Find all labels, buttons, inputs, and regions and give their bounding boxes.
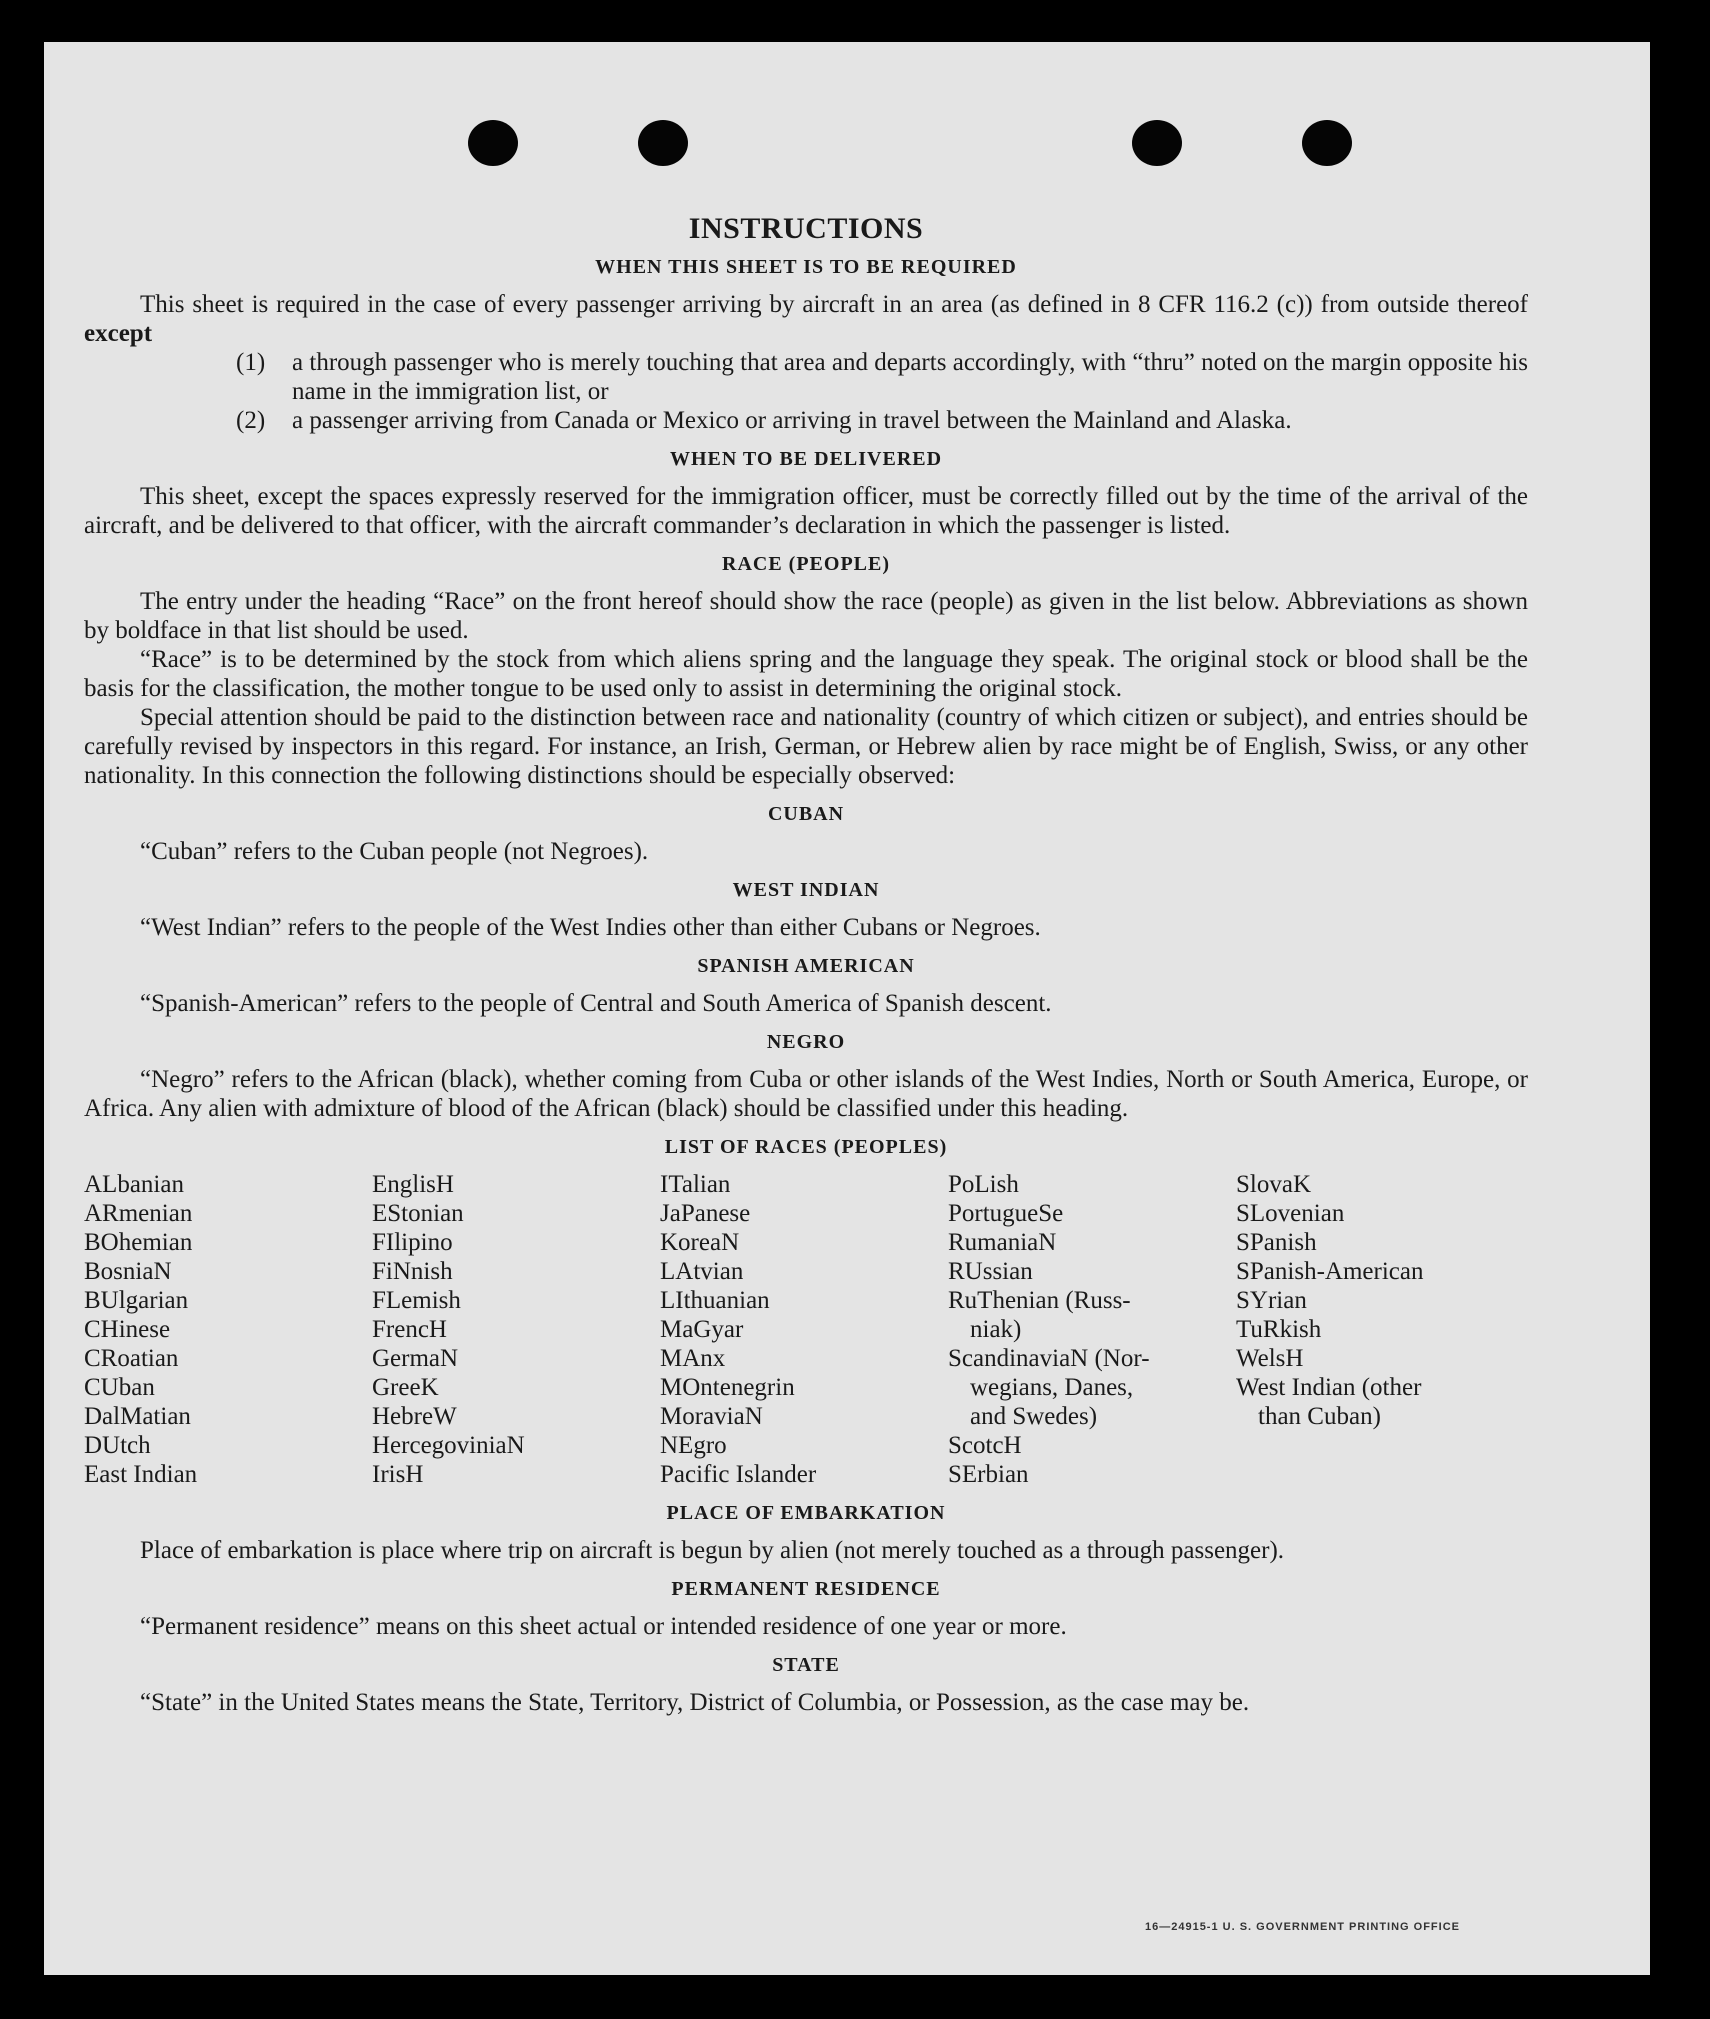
race-entry: and Swedes) <box>970 1403 1098 1430</box>
race-entry: CUban <box>84 1374 155 1401</box>
race-entry: NEgro <box>660 1432 727 1459</box>
race-entry: BOhemian <box>84 1229 193 1256</box>
race-paragraph-2: “Race” is to be determined by the stock from which aliens spring and the language they speak. The original stock or blood shall be the basis for the classification, the mother tongue to be used only to assist in determining the original stock. <box>84 646 1528 702</box>
races-column <box>84 1170 372 1489</box>
print-code: 16—24915-1 U. S. GOVERNMENT PRINTING OFFICE <box>1144 1921 1460 1933</box>
races-column <box>372 1170 660 1489</box>
race-entry: GreeK <box>372 1374 439 1401</box>
race-entry: WelsH <box>1236 1345 1304 1372</box>
race-entry: East Indian <box>84 1461 198 1488</box>
race-entry: LAtvian <box>660 1258 744 1285</box>
section-heading-negro: NEGRO <box>766 1031 846 1053</box>
race-entry: West Indian (other <box>1236 1374 1422 1401</box>
race-paragraph-3: Special attention should be paid to the distinction between race and nationality (country of which citizen or subject), and entries should be carefully revised by inspectors in this regard. For instance, an Irish, German, or Hebrew alien by race might be of English, Swiss, or any other nationality. In this connection the following distinctions should be especially observed: <box>84 704 1528 789</box>
race-entry: MOntenegrin <box>660 1374 795 1401</box>
race-entry: FiNnish <box>372 1258 453 1285</box>
section-heading-residence: PERMANENT RESIDENCE <box>671 1578 941 1600</box>
race-entry: SPanish <box>1236 1229 1317 1256</box>
race-entry: ITalian <box>660 1171 731 1198</box>
section-heading-west-indian: WEST INDIAN <box>732 879 880 901</box>
races-column <box>1236 1170 1524 1489</box>
section-heading-state: STATE <box>772 1654 840 1676</box>
race-entry: GermaN <box>372 1345 459 1372</box>
document-sheet <box>44 42 1650 1975</box>
page-title: INSTRUCTIONS <box>688 212 924 245</box>
required-item: (2) a passenger arriving from Canada or Mexico or arriving in travel between the Mainland and Alaska. <box>236 407 1292 434</box>
required-item: (1) a through passenger who is merely touching that area and departs accordingly, with “thru” noted on the margin opposite his name in the immigration list, or <box>236 349 1528 405</box>
race-paragraph-1: The entry under the heading “Race” on the front hereof should show the race (people) as given in the list below. Abbreviations as shown by boldface in that list should be used. <box>84 588 1528 644</box>
race-entry: SYrian <box>1236 1287 1307 1314</box>
race-entry: SLovenian <box>1236 1200 1345 1227</box>
section-heading-embarkation: PLACE OF EMBARKATION <box>666 1502 946 1524</box>
race-entry: BUlgarian <box>84 1287 189 1314</box>
race-entry: PoLish <box>948 1171 1019 1198</box>
section-heading-spanish-american: SPANISH AMERICAN <box>697 955 915 977</box>
race-entry: SErbian <box>948 1461 1029 1488</box>
section-heading-required: WHEN THIS SHEET IS TO BE REQUIRED <box>595 256 1017 278</box>
race-entry: EnglisH <box>372 1171 454 1198</box>
race-entry: RumaniaN <box>948 1229 1057 1256</box>
race-entry: MAnx <box>660 1345 726 1372</box>
race-entry: CHinese <box>84 1316 171 1343</box>
race-entry: SlovaK <box>1236 1171 1311 1198</box>
race-entry: MoraviaN <box>660 1403 763 1430</box>
punch-hole <box>468 120 518 166</box>
race-entry: FrencH <box>372 1316 447 1343</box>
races-column <box>660 1170 948 1489</box>
race-entry: MaGyar <box>660 1316 744 1343</box>
race-entry: FIlipino <box>372 1229 453 1256</box>
race-entry: JaPanese <box>660 1200 751 1227</box>
race-entry: DalMatian <box>84 1403 191 1430</box>
race-entry: DUtch <box>84 1432 151 1459</box>
race-entry: PortugueSe <box>948 1200 1064 1227</box>
race-entry: SPanish-American <box>1236 1258 1424 1285</box>
punch-hole <box>1302 120 1352 166</box>
race-entry: HebreW <box>372 1403 457 1430</box>
race-entry: RUssian <box>948 1258 1033 1285</box>
race-entry: ScandinaviaN (Nor- <box>948 1345 1150 1372</box>
embarkation-text: Place of embarkation is place where trip on aircraft is begun by alien (not merely touched as a through passenger). <box>140 1537 1285 1564</box>
races-list <box>84 1170 1528 1489</box>
punch-hole <box>1132 120 1182 166</box>
race-entry: BosniaN <box>84 1258 172 1285</box>
race-entry: RuThenian (Russ- <box>948 1287 1131 1314</box>
race-entry: IrisH <box>372 1461 424 1488</box>
race-entry: CRoatian <box>84 1345 179 1372</box>
race-entry: EStonian <box>372 1200 464 1227</box>
race-entry: Pacific Islander <box>660 1461 817 1488</box>
races-column <box>948 1170 1236 1489</box>
negro-text: “Negro” refers to the African (black), whether coming from Cuba or other islands of the West Indies, North or South America, Europe, or Africa. Any alien with admixture of blood of the African (black) should be classified under this heading. <box>84 1066 1528 1122</box>
race-entry: wegians, Danes, <box>970 1374 1134 1401</box>
section-heading-cuban: CUBAN <box>767 803 845 825</box>
section-heading-races-list: LIST OF RACES (PEOPLES) <box>664 1136 948 1158</box>
race-entry: ScotcH <box>948 1432 1022 1459</box>
residence-text: “Permanent residence” means on this sheet actual or intended residence of one year or more. <box>140 1613 1067 1640</box>
race-entry: FLemish <box>372 1287 461 1314</box>
race-entry: TuRkish <box>1236 1316 1322 1343</box>
race-entry: LIthuanian <box>660 1287 770 1314</box>
state-text: “State” in the United States means the State, Territory, District of Columbia, or Possession, as the case may be. <box>140 1689 1250 1716</box>
race-entry: ALbanian <box>84 1171 184 1198</box>
race-entry: ARmenian <box>84 1200 193 1227</box>
race-entry: HercegoviniaN <box>372 1432 525 1459</box>
required-intro: This sheet is required in the case of every passenger arriving by aircraft in an area (as defined in 8 CFR 116.2 (c)) from outside thereof except <box>84 291 1528 347</box>
instructions-body <box>84 170 1528 1717</box>
race-entry: KoreaN <box>660 1229 740 1256</box>
section-heading-race: RACE (PEOPLE) <box>722 553 890 575</box>
race-entry: niak) <box>970 1316 1022 1343</box>
delivered-text: This sheet, except the spaces expressly reserved for the immigration officer, must be correctly filled out by the time of the arrival of the aircraft, and be delivered to that officer, with the aircraft commander’s declaration in which the passenger is listed. <box>84 483 1528 539</box>
west-indian-text: “West Indian” refers to the people of the West Indies other than either Cubans or Negroes. <box>140 914 1041 941</box>
spanish-american-text: “Spanish-American” refers to the people of Central and South America of Spanish descent. <box>140 990 1052 1017</box>
cuban-text: “Cuban” refers to the Cuban people (not Negroes). <box>140 838 649 865</box>
punch-hole <box>638 120 688 166</box>
section-heading-delivered: WHEN TO BE DELIVERED <box>669 448 943 470</box>
race-entry: than Cuban) <box>1258 1403 1381 1430</box>
